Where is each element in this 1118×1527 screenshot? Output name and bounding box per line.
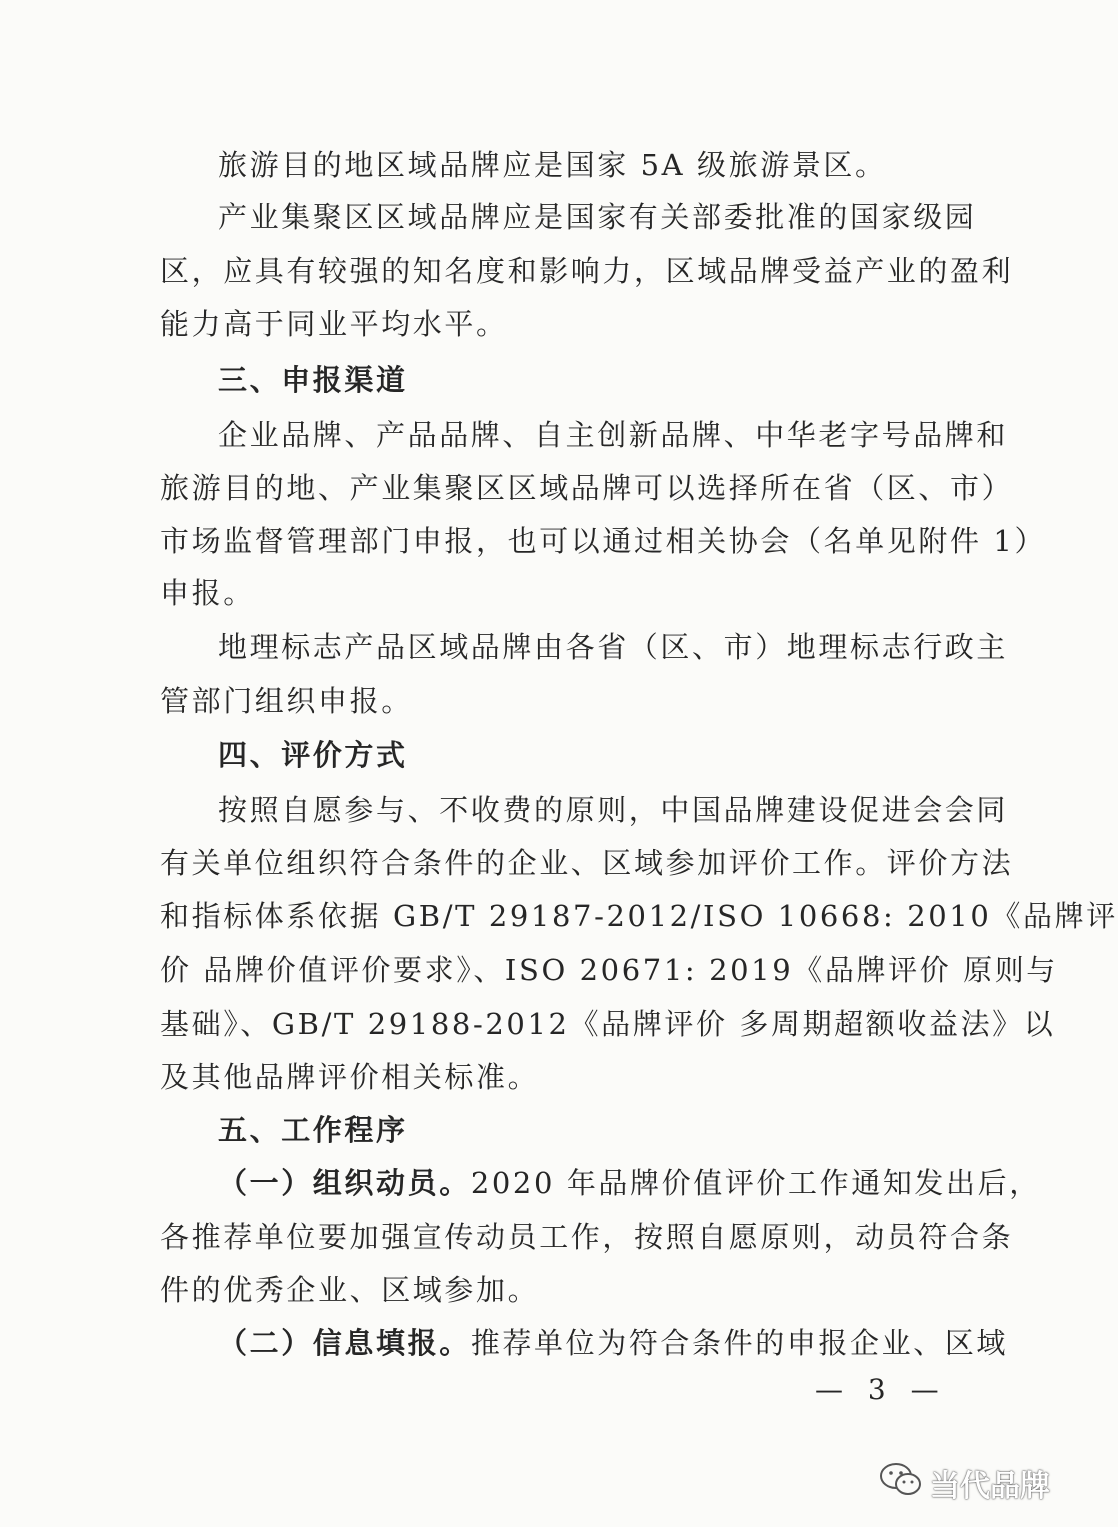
watermark: [878, 1463, 1050, 1503]
text-line: 能力高于同业平均水平。: [160, 307, 508, 341]
subsection-label: （二）信息填报。: [218, 1326, 471, 1360]
text-line: 及其他品牌评价相关标准。: [160, 1060, 540, 1094]
section-heading: 四、评价方式: [218, 738, 408, 772]
text-line: [218, 1323, 1009, 1363]
wechat-icon: [878, 1460, 924, 1506]
text-line: 地理标志产品区域品牌由各省（区、市）地理标志行政主: [218, 630, 1009, 664]
section-heading: 五、工作程序: [218, 1113, 408, 1147]
text-fragment: 推荐单位为符合条件的申报企业、区域: [470, 1326, 1009, 1360]
text-line: 有关单位组织符合条件的企业、区域参加评价工作。评价方法: [160, 846, 1014, 880]
subsection-label: （一）组织动员。: [218, 1166, 471, 1200]
text-line: 申报。: [160, 576, 255, 610]
watermark-text: 当代品牌: [930, 1469, 1050, 1504]
section-heading: 三、申报渠道: [218, 363, 408, 397]
text-line: 企业品牌、产品品牌、自主创新品牌、中华老字号品牌和: [218, 418, 1009, 452]
text-line: 旅游目的地、产业集聚区区域品牌可以选择所在省（区、市）: [160, 471, 1014, 505]
text-line: [218, 1163, 1041, 1203]
text-line: 和指标体系依据 GB/T 29187-2012/ISO 10668: 2010《品牌评: [160, 899, 1118, 933]
text-fragment: 2020 年品牌价值评价工作通知发出后，: [470, 1166, 1041, 1200]
text-line: 价 品牌价值评价要求》、ISO 20671: 2019《品牌评价 原则与: [160, 953, 1058, 987]
text-line: 管部门组织申报。: [160, 684, 413, 718]
text-line: 市场监督管理部门申报，也可以通过相关协会（名单见附件 1）: [160, 524, 1047, 558]
text-line: 旅游目的地区域品牌应是国家 5A 级旅游景区。: [218, 148, 887, 182]
text-line: 产业集聚区区域品牌应是国家有关部委批准的国家级园: [218, 200, 977, 234]
text-line: 按照自愿参与、不收费的原则，中国品牌建设促进会会同: [218, 793, 1009, 827]
text-line: 基础》、GB/T 29188-2012《品牌评价 多周期超额收益法》以: [160, 1007, 1056, 1041]
page-number: — 3 —: [815, 1373, 947, 1406]
text-line: 区，应具有较强的知名度和影响力，区域品牌受益产业的盈利: [160, 254, 1014, 288]
text-line: 各推荐单位要加强宣传动员工作，按照自愿原则，动员符合条: [160, 1220, 1014, 1254]
text-line: 件的优秀企业、区域参加。: [160, 1273, 540, 1307]
